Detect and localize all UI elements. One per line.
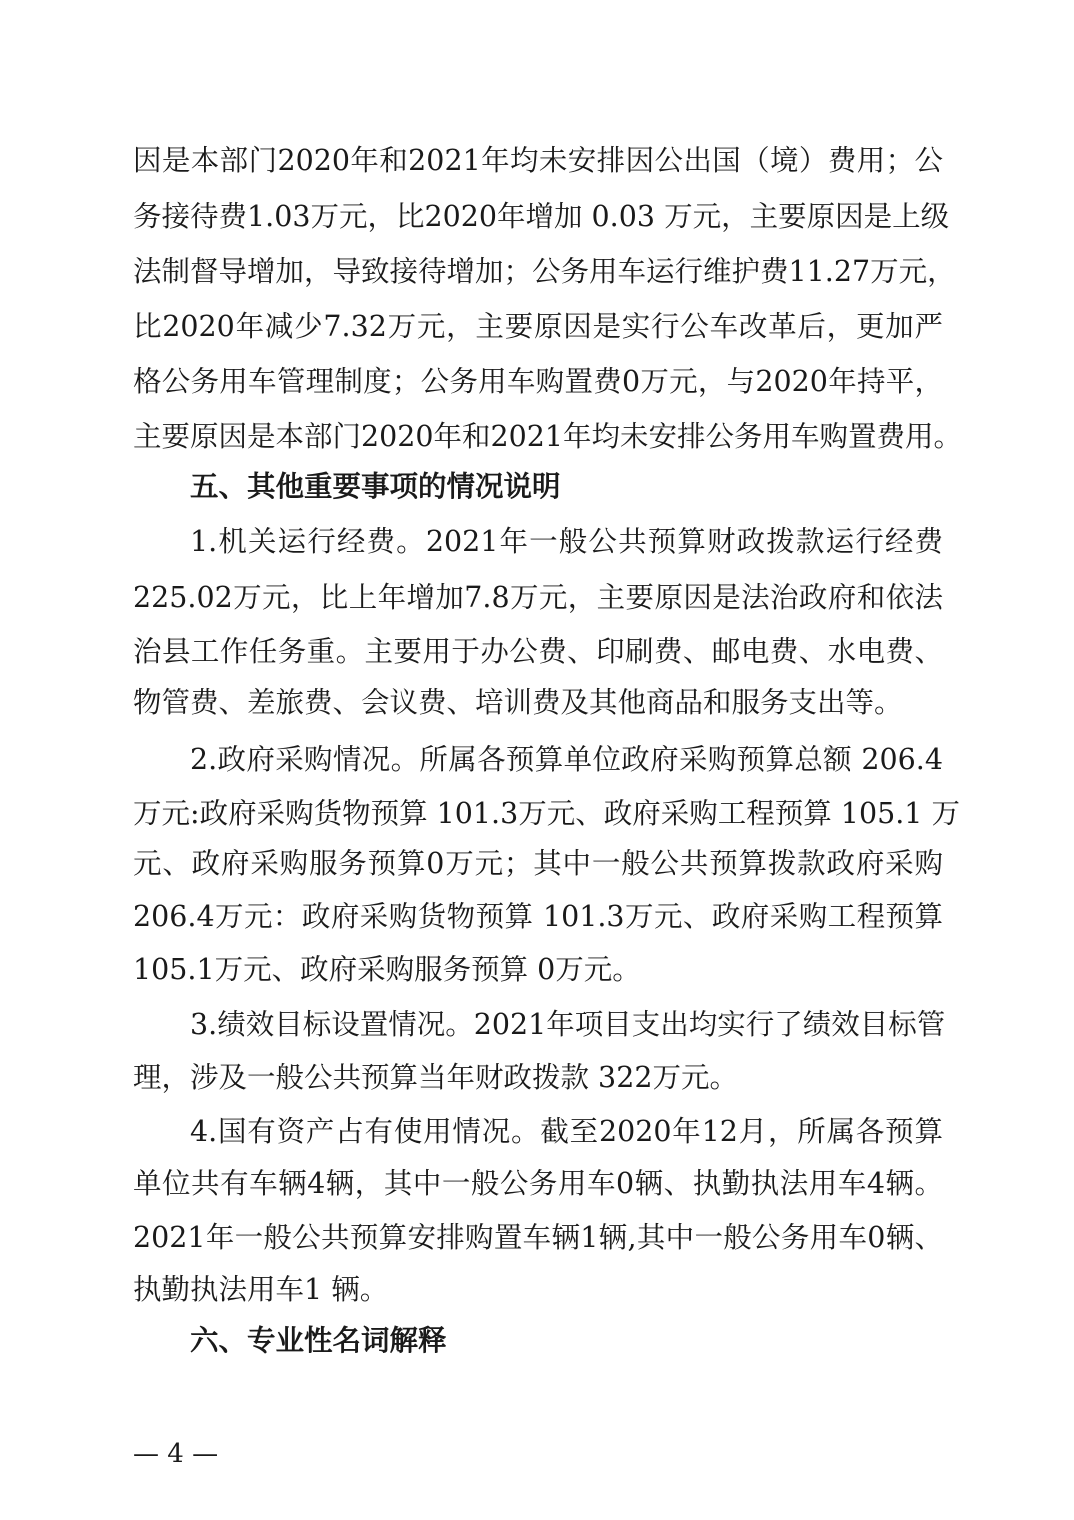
paragraph-line: 比2020年减少7.32万元，主要原因是实行公车改革后，更加严 (133, 310, 943, 343)
paragraph-line: 2021年一般公共预算安排购置车辆1辆,其中一般公务用车0辆、 (133, 1221, 943, 1254)
paragraph-line: 理，涉及一般公共预算当年财政拨款 322万元。 (133, 1061, 738, 1094)
paragraph-line: 因是本部门2020年和2021年均未安排因公出国（境）费用；公 (133, 144, 943, 177)
paragraph-line: 单位共有车辆4辆，其中一般公务用车0辆、执勤执法用车4辆。 (133, 1167, 943, 1200)
paragraph-line: 格公务用车管理制度；公务用车购置费0万元，与2020年持平， (133, 365, 943, 398)
section-heading-5: 五、其他重要事项的情况说明 (190, 470, 561, 503)
paragraph-line: 物管费、差旅费、会议费、培训费及其他商品和服务支出等。 (133, 686, 903, 719)
section-heading-6: 六、专业性名词解释 (190, 1324, 447, 1357)
paragraph-line: 206.4万元：政府采购货物预算 101.3万元、政府采购工程预算 (133, 900, 943, 933)
paragraph-line: 执勤执法用车1 辆。 (133, 1273, 389, 1306)
paragraph-line: 225.02万元，比上年增加7.8万元，主要原因是法治政府和依法 (133, 581, 943, 614)
paragraph-line: 3.绩效目标设置情况。2021年项目支出均实行了绩效目标管 (190, 1008, 946, 1041)
paragraph-line: 务接待费1.03万元，比2020年增加 0.03 万元，主要原因是上级 (133, 200, 950, 233)
page-number: — 4 — (133, 1439, 219, 1469)
paragraph-line: 元、政府采购服务预算0万元；其中一般公共预算拨款政府采购 (133, 847, 943, 880)
paragraph-line: 万元:政府采购货物预算 101.3万元、政府采购工程预算 105.1 万 (133, 797, 960, 830)
paragraph-line: 105.1万元、政府采购服务预算 0万元。 (133, 953, 641, 986)
paragraph-line: 主要原因是本部门2020年和2021年均未安排公务用车购置费用。 (133, 420, 963, 453)
paragraph-line: 法制督导增加，导致接待增加；公务用车运行维护费11.27万元， (133, 255, 956, 288)
paragraph-line: 2.政府采购情况。所属各预算单位政府采购预算总额 206.4 (190, 743, 943, 776)
paragraph-line: 1.机关运行经费。2021年一般公共预算财政拨款运行经费 (190, 525, 943, 558)
paragraph-line: 4.国有资产占有使用情况。截至2020年12月，所属各预算 (190, 1115, 943, 1148)
paragraph-line: 治县工作任务重。主要用于办公费、印刷费、邮电费、水电费、 (133, 635, 943, 668)
